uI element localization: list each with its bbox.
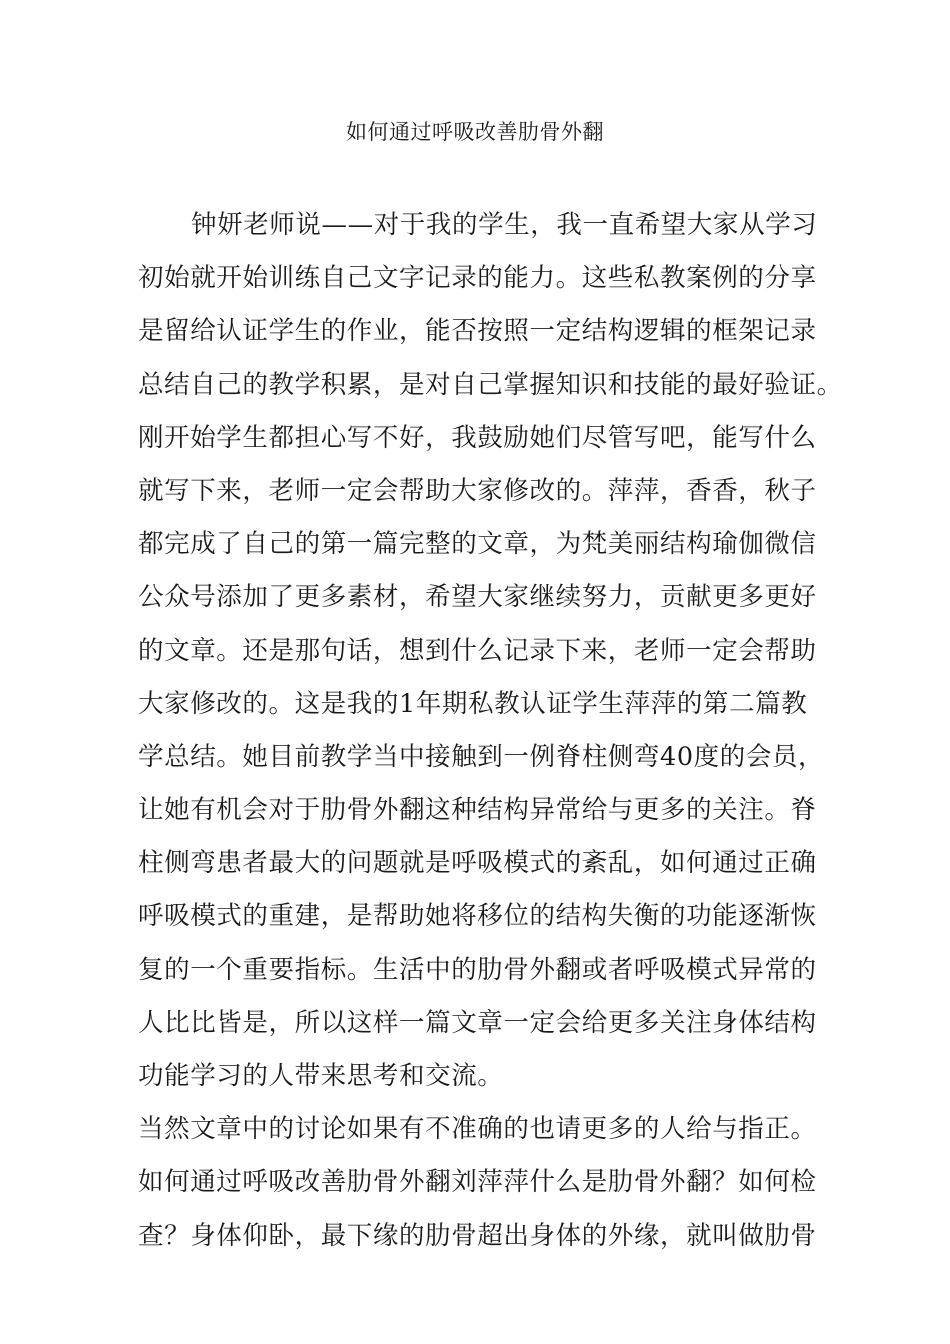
body-line: 如何通过呼吸改善肋骨外翻刘萍萍什么是肋骨外翻？如何检 [138, 1167, 817, 1198]
body-line: 是留给认证学生的作业，能否按照一定结构逻辑的框架记录 [138, 316, 817, 347]
body-line: 柱侧弯患者最大的问题就是呼吸模式的紊乱，如何通过正确 [138, 848, 817, 879]
body-line: 都完成了自己的第一篇完整的文章，为梵美丽结构瑜伽微信 [138, 529, 817, 560]
body-line: 学总结。她目前教学当中接触到一例脊柱侧弯40度的会员， [138, 741, 825, 772]
body-line: 就写下来，老师一定会帮助大家修改的。萍萍，香香，秋子 [138, 475, 817, 506]
body-line: 人比比皆是，所以这样一篇文章一定会给更多关注身体结构 [138, 1007, 817, 1038]
body-line: 让她有机会对于肋骨外翻这种结构异常给与更多的关注。脊 [138, 795, 817, 826]
body-line: 的文章。还是那句话，想到什么记录下来，老师一定会帮助 [138, 635, 817, 666]
document-title: 如何通过呼吸改善肋骨外翻 [346, 120, 604, 144]
body-line: 大家修改的。这是我的1年期私教认证学生萍萍的第二篇教 [138, 688, 808, 719]
body-line: 当然文章中的讨论如果有不准确的也请更多的人给与指正。 [138, 1114, 817, 1145]
body-line: 功能学习的人带来思考和交流。 [138, 1061, 504, 1091]
body-line: 呼吸模式的重建，是帮助她将移位的结构失衡的功能逐渐恢 [138, 901, 817, 932]
body-line: 刚开始学生都担心写不好，我鼓励她们尽管写吧，能写什么 [138, 422, 817, 453]
body-line: 初始就开始训练自己文字记录的能力。这些私教案例的分享 [138, 263, 817, 294]
document-body [138, 206, 858, 1270]
body-line: 复的一个重要指标。生活中的肋骨外翻或者呼吸模式异常的 [138, 954, 817, 985]
body-line: 公众号添加了更多素材，希望大家继续努力，贡献更多更好 [138, 582, 817, 613]
body-line: 钟妍老师说——对于我的学生，我一直希望大家从学习 [191, 210, 818, 240]
body-line: 总结自己的教学积累，是对自己掌握知识和技能的最好验证。 [138, 369, 843, 400]
body-line: 查？身体仰卧，最下缘的肋骨超出身体的外缘，就叫做肋骨 [138, 1220, 817, 1251]
